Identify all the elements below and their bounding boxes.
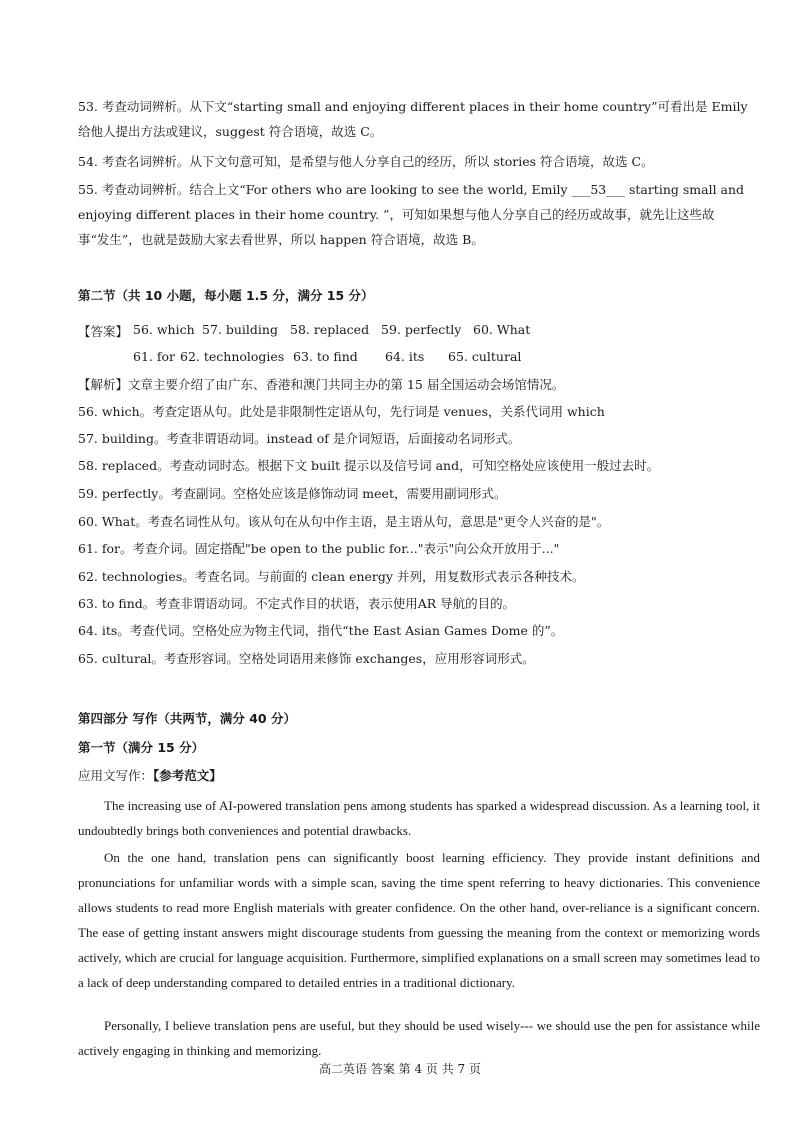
answer-56: 56. which xyxy=(133,322,195,337)
explanation-57: 57. building。考查非谓语动词。instead of 是介词短语，后面接动名词形式。 xyxy=(78,431,521,446)
answer-65: 65. cultural xyxy=(448,349,522,364)
explanation-64: 64. its。考查代词。空格处应为物主代词，指代“the East Asian Games Dome 的”。 xyxy=(78,623,564,638)
q55-line-3: 事“发生”，也就是鼓励大家去看世界，所以 happen 符合语境，故选 B。 xyxy=(78,232,484,247)
section2-heading: 第二节（共 10 小题，每小题 1.5 分，满分 15 分） xyxy=(78,288,374,303)
q55-line-1: 55. 考查动词辨析。结合上文“For others who are looking to see the world, Emily ___53___ starting small and xyxy=(78,182,745,197)
sample-label-prefix: 应用文写作： xyxy=(78,768,154,783)
essay-paragraph-3: Personally, I believe translation pens are useful, but they should be used wisely--- we should use the pen for assistance while actively engaging in thinking and memorizing. xyxy=(78,1018,760,1058)
explanation-65: 65. cultural。考查形容词。空格处词语用来修饰 exchanges，应用形容词形式。 xyxy=(78,651,535,666)
answer-57: 57. building xyxy=(202,322,278,337)
q55-line-2: enjoying different places in their home country. ”，可知如果想与他人分享自己的经历或故事，就先让这些故 xyxy=(78,207,715,222)
answer-58: 58. replaced xyxy=(290,322,370,337)
q53-line-2: 给他人提出方法或建议，suggest 符合语境，故选 C。 xyxy=(78,124,383,139)
explanation-62: 62. technologies。考查名词。与前面的 clean energy 并列，用复数形式表示各种技术。 xyxy=(78,569,585,584)
page-footer: 高二英语 答案 第 4 页 共 7 页 xyxy=(319,1062,481,1076)
answer-60: 60. What xyxy=(473,322,531,337)
sample-label xyxy=(78,766,760,784)
q53-line-1: 53. 考查动词辨析。从下文“starting small and enjoying different places in their home country”可看出是 Emily xyxy=(78,99,748,114)
answer-63: 63. to find xyxy=(293,349,358,364)
section1-heading: 第一节（满分 15 分） xyxy=(78,740,205,755)
sample-label-title: 【参考范文】 xyxy=(153,768,222,783)
part4-heading: 第四部分 写作（共两节，满分 40 分） xyxy=(78,711,296,726)
q54-line: 54. 考查名词辨析。从下文句意可知，是希望与他人分享自己的经历，所以 stories 符合语境，故选 C。 xyxy=(78,154,654,169)
answer-64: 64. its xyxy=(385,349,425,364)
essay-paragraph-1: The increasing use of AI-powered translation pens among students has sparked a widespread discussion. As a learning tool, it undoubtedly brings both conveniences and potential drawbacks. xyxy=(78,798,760,838)
explanation-61: 61. for。考查介词。固定搭配"be open to the public for..."表示"向公众开放用于..." xyxy=(78,541,560,556)
explanation-60: 60. What。考查名词性从句。该从句在从句中作主语，是主语从句，意思是"更令人兴奋的是"。 xyxy=(78,514,610,529)
explanation-58: 58. replaced。考查动词时态。根据下文 built 提示以及信号词 and，可知空格处应该使用一般过去时。 xyxy=(78,458,660,473)
explanation-56: 56. which。考查定语从句。此处是非限制性定语从句，先行词是 venues，关系代词用 which xyxy=(78,404,605,419)
essay-paragraph-2: On the one hand, translation pens can significantly boost learning efficiency. They provide instant definitions and pronunciations for unfamiliar words with a simple scan, saving the time spent referring to heavy dictionaries. This convenience allows students to read more English materials with greater confidence. On the other hand, over-reliance is a significant concern. The ease of getting instant answers might discourage students from guessing the meaning from the context or memorizing words actively, which are crucial for language acquisition. Furthermore, simplified explanations on a small screen may sometimes lead to a lack of deep understanding compared to detailed entries in a traditional dictionary. xyxy=(78,850,760,990)
answer-61: 61. for xyxy=(133,349,175,364)
answer-59: 59. perfectly xyxy=(381,322,462,337)
analysis-intro: 【解析】文章主要介绍了由广东、香港和澳门共同主办的第 15 届全国运动会场馆情况。 xyxy=(78,377,565,392)
answer-62: 62. technologies xyxy=(180,349,285,364)
explanation-59: 59. perfectly。考查副词。空格处应该是修饰动词 meet，需要用副词形式。 xyxy=(78,486,507,501)
explanation-63: 63. to find。考查非谓语动词。不定式作目的状语，表示使用AR 导航的目的。 xyxy=(78,596,516,611)
answer-label: 【答案】 xyxy=(78,324,129,339)
